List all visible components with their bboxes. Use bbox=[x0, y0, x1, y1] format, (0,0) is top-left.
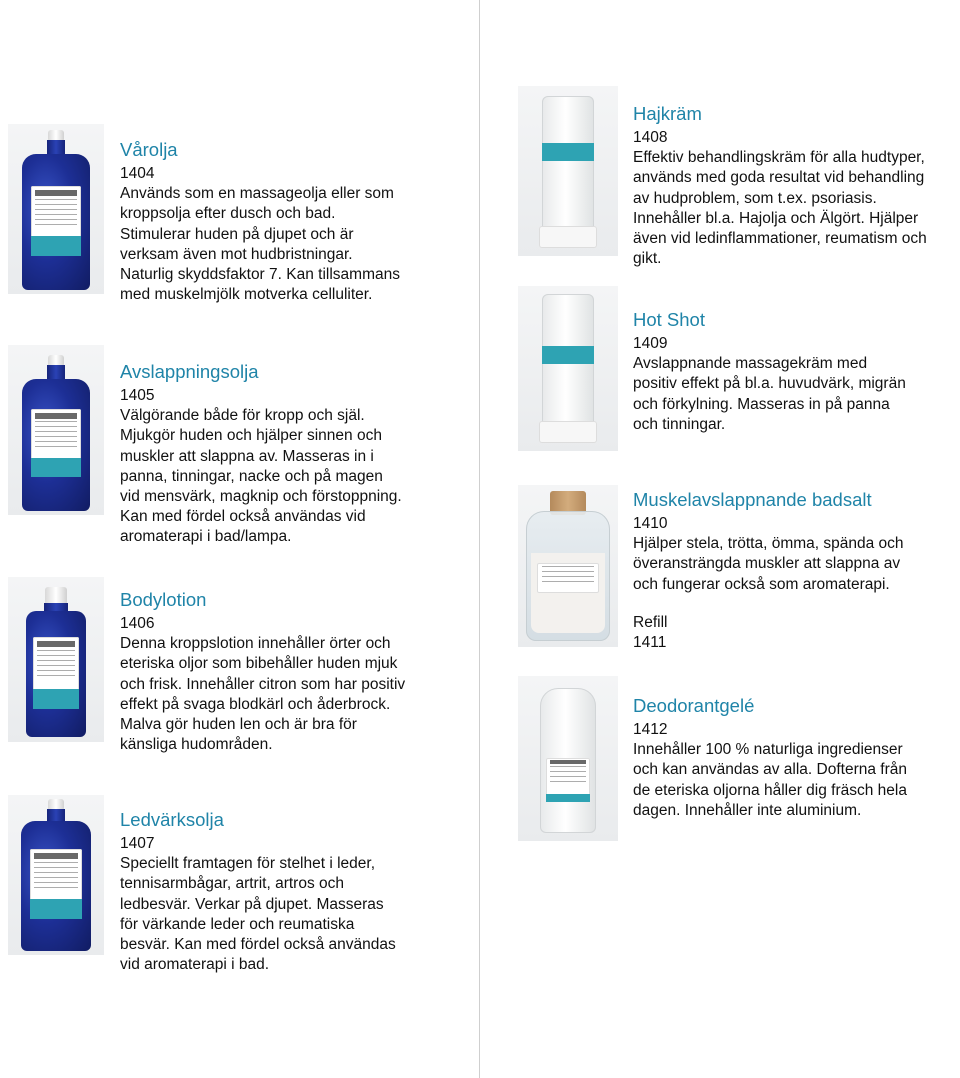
varolja-photo bbox=[8, 124, 104, 294]
product-code: 1412 bbox=[633, 721, 668, 738]
product-description: Används som en massageolja eller som kroppsolja efter dusch och bad. Stimulerar huden på djupet och är verksam även mot hudbristningar. Naturlig skyddsfaktor 7. Kan tillsammans med muskelmjölk motverka celluliter. bbox=[120, 185, 400, 304]
hajkram-photo bbox=[518, 86, 618, 256]
hotshot-text bbox=[633, 308, 958, 435]
product-code: 1406 bbox=[120, 615, 155, 632]
ledvarksolja-photo bbox=[8, 795, 104, 955]
product-description: Välgörande både för kropp och själ. Mjukgör huden och hjälper sinnen och muskler att slappna av. Masseras in i panna, tinningar, nacke och på magen vid mensvärk, magknip och förstoppning. Kan med fördel också användas vid aromaterapi i bad/lampa. bbox=[120, 407, 402, 546]
hajkram-text bbox=[633, 102, 958, 269]
product-description: Speciellt framtagen för stelhet i leder, tennisarmbågar, artrit, artros och ledbesvär. Verkar på djupet. Masseras för värkande leder och reumatiska besvär. Kan med fördel också användas vid aromaterapi i bad. bbox=[120, 855, 396, 974]
cream-tube-icon bbox=[542, 294, 594, 439]
product-description: Innehåller 100 % naturliga ingredienser och kan användas av alla. Dofterna från de eteriska oljorna håller dig fräsch hela dagen. Innehåller inte aluminium. bbox=[633, 741, 908, 819]
product-code: 1409 bbox=[633, 335, 668, 352]
product-description: Effektiv behandlingskräm för alla hudtyper, används med goda resultat vid behandling av hudproblem, som t.ex. psoriasis. Innehåller bl.a. Hajolja och Älgört. Hjälper även vid ledinflammationer, reumatism och gikt. bbox=[633, 149, 927, 268]
refill-label: Refill bbox=[633, 613, 668, 631]
product-title: Deodorantgelé bbox=[633, 695, 755, 716]
product-title: Avslappningsolja bbox=[120, 361, 259, 382]
product-title: Vårolja bbox=[120, 139, 178, 160]
product-code: 1404 bbox=[120, 165, 155, 182]
roll-on-icon bbox=[540, 688, 596, 833]
product-description: Denna kroppslotion innehåller örter och eteriska oljor som bibehåller huden mjuk och frisk. Innehåller citron som har positiv effekt på svaga blodkärl och åderbrock. Malva gör huden len och är bra för känsliga hudområden. bbox=[120, 635, 406, 754]
badsalt-photo bbox=[518, 485, 618, 647]
badsalt-text bbox=[633, 488, 958, 653]
deodorant-photo bbox=[518, 676, 618, 841]
deodorant-text bbox=[633, 694, 958, 821]
bodylotion-text bbox=[120, 588, 470, 755]
cream-tube-icon bbox=[542, 96, 594, 244]
product-title: Bodylotion bbox=[120, 589, 207, 610]
product-code: 1408 bbox=[633, 129, 668, 146]
column-divider bbox=[479, 0, 480, 1078]
refill-code: 1411 bbox=[633, 634, 667, 652]
product-description: Avslappnande massagekräm med positiv effekt på bl.a. huvudvärk, migrän och förkylning. Masseras in på panna och tinningar. bbox=[633, 355, 906, 433]
avslappningsolja-text bbox=[120, 360, 470, 548]
product-code: 1410 bbox=[633, 515, 668, 532]
glass-jar-icon bbox=[526, 511, 610, 641]
product-title: Muskelavslappnande badsalt bbox=[633, 489, 872, 510]
avslappningsolja-photo bbox=[8, 345, 104, 515]
product-title: Hajkräm bbox=[633, 103, 702, 124]
bodylotion-photo bbox=[8, 577, 104, 742]
product-code: 1405 bbox=[120, 387, 155, 404]
product-code: 1407 bbox=[120, 835, 155, 852]
product-title: Ledvärksolja bbox=[120, 809, 224, 830]
varolja-text bbox=[120, 138, 470, 305]
product-title: Hot Shot bbox=[633, 309, 705, 330]
product-description: Hjälper stela, trötta, ömma, spända och överansträngda muskler att slappna av och fungerar också som aromaterapi. bbox=[633, 535, 904, 593]
ledvarksolja-text bbox=[120, 808, 470, 975]
hotshot-photo bbox=[518, 286, 618, 451]
